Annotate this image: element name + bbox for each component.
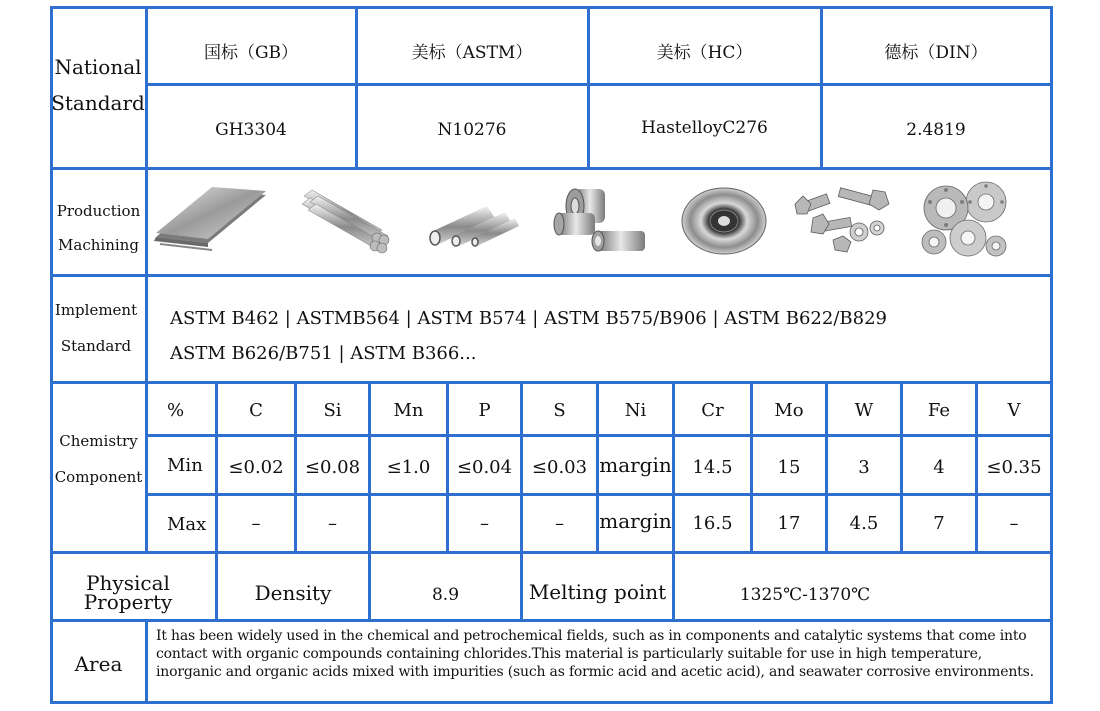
chem-header-mn: Mn <box>393 399 424 421</box>
chem-max-c: – <box>251 512 261 534</box>
area-label: Area <box>74 652 123 676</box>
production-label: Production Machining <box>56 202 141 254</box>
header-din: 德标（DIN） <box>884 42 988 63</box>
round-bar-image <box>298 186 393 256</box>
flanges-image <box>916 180 1012 266</box>
chem-header-w: W <box>854 399 874 421</box>
chem-max-label: Max <box>167 513 207 535</box>
chem-header-si: Si <box>323 399 342 421</box>
fasteners-image <box>793 184 893 254</box>
chem-header-s: S <box>553 399 566 421</box>
chem-min-mo: 15 <box>777 456 801 478</box>
physical-label: Physical Property <box>83 571 173 614</box>
chem-max-mo: 17 <box>777 512 801 534</box>
border-line <box>1050 6 1053 704</box>
chem-min-fe: 4 <box>933 456 945 478</box>
chem-min-cr: 14.5 <box>692 456 733 478</box>
border-line <box>145 83 1053 86</box>
value-hc: HastelloyC276 <box>641 118 768 138</box>
chem-min-w: 3 <box>858 456 870 478</box>
density-value: 8.9 <box>431 585 460 605</box>
chem-min-v: ≤0.35 <box>986 456 1042 478</box>
chem-header-ni: Ni <box>624 399 647 421</box>
header-gb: 国标（GB） <box>203 42 299 63</box>
border-line <box>50 274 1053 277</box>
value-din: 2.4819 <box>906 120 966 140</box>
value-astm: N10276 <box>437 120 507 140</box>
border-line <box>50 6 1053 9</box>
melting-point-value: 1325℃-1370℃ <box>739 585 871 605</box>
chem-max-p: – <box>480 512 489 534</box>
chem-header-p: P <box>478 399 491 421</box>
border-line <box>145 493 1053 496</box>
header-hc: 美标（HC） <box>656 42 753 63</box>
chem-min-si: ≤0.08 <box>304 456 361 478</box>
area-description: It has been widely used in the chemical and petrochemical fields, such as in components and catalytic systems that come into contact with organic compounds containing chlorides.This material is particularly suitable for use in high temperature, inorganic and organic acids mixed with impurities (such as formic acid and acetic acid), and seawater corrosive environments. <box>156 628 1034 680</box>
implement-line-1: ASTM B462 | ASTMB564 | ASTM B574 | ASTM B575/B906 | ASTM B622/B829 <box>170 307 887 329</box>
chem-header-v: V <box>1007 399 1021 421</box>
chem-min-ni: margin <box>599 453 672 477</box>
chem-max-ni: margin <box>599 509 672 533</box>
chem-header-fe: Fe <box>927 399 951 421</box>
national-standard-label: National Standard <box>51 55 145 115</box>
chem-header-percent: % <box>167 399 185 421</box>
chem-max-v: – <box>1009 512 1019 534</box>
chem-max-si: – <box>328 512 337 534</box>
strip-coil-image <box>553 185 649 255</box>
chem-max-mn <box>371 508 446 538</box>
chem-max-w: 4.5 <box>849 512 879 534</box>
chem-max-cr: 16.5 <box>692 512 733 534</box>
chem-min-mn: ≤1.0 <box>386 456 431 478</box>
chem-header-c: C <box>249 399 263 421</box>
value-gb: GH3304 <box>215 120 287 140</box>
chem-min-s: ≤0.03 <box>531 456 588 478</box>
pipe-tube-image <box>425 200 520 250</box>
sheet-plate-image <box>152 185 270 255</box>
border-line <box>50 619 1053 622</box>
chem-min-c: ≤0.02 <box>228 456 284 478</box>
chem-max-s: – <box>555 512 564 534</box>
implement-label: Implement Standard <box>54 301 138 355</box>
chem-min-p: ≤0.04 <box>456 456 513 478</box>
wire-spool-image <box>680 186 768 256</box>
chem-header-mo: Mo <box>774 399 804 421</box>
border-line <box>50 167 1053 170</box>
chem-max-fe: 7 <box>933 512 945 534</box>
border-line <box>145 434 1053 437</box>
melting-point-label: Melting point <box>528 580 667 604</box>
border-line <box>50 701 1053 704</box>
density-label: Density <box>254 581 332 605</box>
implement-line-2: ASTM B626/B751 | ASTM B366... <box>170 342 477 364</box>
header-astm: 美标（ASTM） <box>411 42 533 63</box>
chem-min-label: Min <box>167 454 203 476</box>
chem-header-cr: Cr <box>701 399 724 421</box>
border-line <box>145 619 148 704</box>
chemistry-label: Chemistry Component <box>54 432 143 486</box>
